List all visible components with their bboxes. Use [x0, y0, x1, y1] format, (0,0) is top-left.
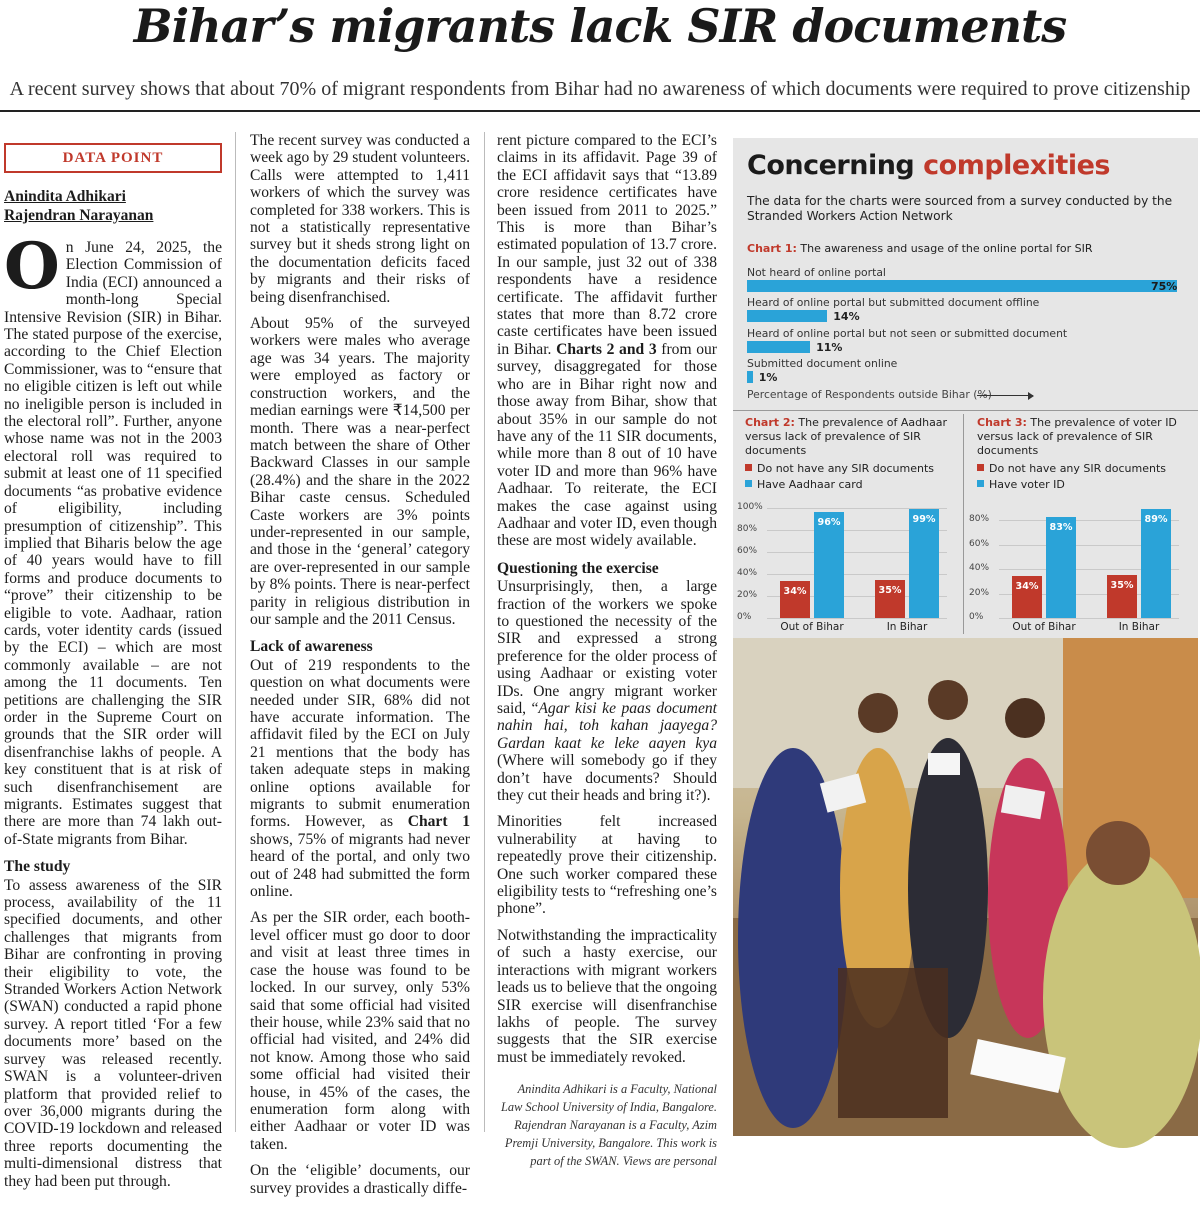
drop-cap: O	[4, 229, 60, 304]
awareness-text-a: Out of 219 respondents to the question on what documents were needed under SIR, 68% did not have accurate information. The affidavit filed by the ECI on July 21 mentions that the body has taken adequate steps in making online options available for migrants to submit enumeration forms. However, as	[250, 656, 470, 831]
y-tick-label: 60%	[737, 546, 758, 556]
chart1-bar	[747, 280, 1177, 292]
chart3-legend-2	[977, 478, 1065, 491]
legend-label: Have Aadhaar card	[757, 478, 863, 491]
chart2-title-text: The prevalence of Aadhaar versus lack of prevalence of SIR documents	[745, 416, 948, 457]
gridline	[999, 618, 1179, 619]
y-tick-label: 80%	[969, 514, 990, 525]
photo-paper	[928, 753, 960, 775]
author-2: Rajendran Narayanan	[4, 207, 154, 224]
chart3-title	[977, 416, 1187, 458]
conclusion-paragraph: Notwithstanding the impracticality of such a hasty exercise, our interactions with migrant workers leads us to believe that the ongoing SIR exercise will disenfranchise lakhs of people. The survey suggests that the SIR exercise must be immediately revoked.	[497, 926, 717, 1066]
bar-value-label: 96%	[817, 517, 841, 529]
chart1-title	[747, 242, 1093, 255]
survey-paragraph: The recent survey was conducted a week ago by 29 student volunteers. Calls were attempted to 1,411 workers of which the survey was completed for 338 workers. This is not a statistically representative survey but it sheds strong light on the documentation deficits faced by migrants and their risks of being disenfranchised.	[250, 132, 470, 306]
chart-bar	[1141, 509, 1171, 618]
byline	[4, 187, 222, 225]
chart1-category-label: Submitted document online	[747, 357, 898, 370]
x-category-label: In Bihar	[1118, 621, 1160, 633]
x-category-label: Out of Bihar	[1012, 621, 1076, 633]
bar-value-label: 35%	[1110, 580, 1134, 592]
column-1	[4, 132, 222, 1199]
affidavit-text-a: rent picture compared to the ECI’s claims in its affidavit. Page 39 of the ECI affidavit says that “13.89 crore residence certificates have been issued from 2011 to 2025.” This is more than Bihar’s estimated population of 13.7 crore. In our sample, just 32 out of 338 respondents have a residence certificate. The affidavit further states that more than 8.72 crore caste certificates have been issued in Bihar.	[497, 132, 717, 358]
quote-text-a: Unsurprisingly, then, a large fraction of the workers we spoke to questioned the necessity of the SIR and expressed a strong preference for the older process of using Aadhaar or existing voter IDs. One angry migrant worker said, “	[497, 578, 717, 717]
title-part-a: Concerning	[747, 150, 924, 181]
chart3-plot	[969, 508, 1179, 633]
headline: Bihar’s migrants lack SIR documents	[133, 0, 1067, 53]
chart1-title-text: The awareness and usage of the online portal for SIR	[800, 242, 1093, 255]
deck: A recent survey shows that about 70% of migrant respondents from Bihar had no awareness of which documents were required to prove citizenship	[9, 78, 1191, 100]
infographic	[733, 138, 1198, 1136]
author-1: Anindita Adhikari	[4, 188, 126, 205]
photo-head	[928, 680, 968, 720]
eligible-docs-paragraph: On the ‘eligible’ documents, our survey provides a drastically diffe-	[250, 1162, 470, 1197]
y-tick-label: 0%	[969, 612, 984, 622]
legend-swatch	[977, 480, 984, 487]
intro-paragraph	[4, 229, 222, 848]
chart-bar	[909, 509, 939, 618]
chart-vertical-divider	[963, 414, 964, 634]
chart1-category-label: Not heard of online portal	[747, 266, 886, 279]
awareness-text-b: shows, 75% of migrants had never heard of the portal, and only two out of 248 had submitted the form online.	[250, 830, 470, 901]
chart1-ref: Chart 1	[407, 813, 470, 831]
data-point-label: DATA POINT	[4, 143, 222, 173]
legend-swatch	[977, 464, 984, 471]
y-tick-label: 0%	[737, 612, 752, 622]
y-tick-label: 100%	[737, 502, 763, 512]
y-tick-label: 40%	[969, 563, 990, 574]
chart1-axis-label: Percentage of Respondents outside Bihar (%)	[747, 388, 992, 401]
axis-arrow-icon	[977, 395, 1033, 396]
photo-figure	[1043, 848, 1200, 1148]
subhead-questioning: Questioning the exercise	[497, 559, 659, 577]
title-part-b: complexities	[923, 150, 1110, 181]
bar-value-label: 99%	[912, 514, 936, 526]
infographic-source-note: The data for the charts were sourced from a survey conducted by the Stranded Workers Action Network	[747, 194, 1173, 223]
affidavit-paragraph	[497, 132, 717, 550]
photo-chair	[838, 968, 948, 1118]
column-divider	[484, 132, 485, 1132]
chart1-bar	[747, 341, 810, 353]
chart1-value-label: 11%	[816, 341, 843, 354]
photo-illustration	[733, 638, 1198, 1136]
chart3-legend-1	[977, 462, 1166, 475]
x-category-label: In Bihar	[886, 621, 928, 633]
quote-hindi: Agar kisi ke paas document nahin hai, toh kahan jaayega? Gardan kaat ke leke aayen kya	[497, 700, 717, 752]
legend-label: Do not have any SIR documents	[757, 462, 935, 475]
chart2-legend-1	[745, 462, 934, 475]
chart2-title	[745, 416, 955, 458]
top-rule	[0, 110, 1200, 112]
bar-value-label: 34%	[1015, 581, 1039, 593]
photo-head	[858, 693, 898, 733]
y-tick-label: 80%	[737, 524, 758, 534]
chart-divider	[733, 410, 1198, 411]
study-paragraph: To assess awareness of the SIR process, availability of the 11 specified documents, and other challenges that migrants from Bihar are confronting in proving their eligibility to vote, the Stranded Workers Action Network (SWAN) conducted a rapid phone survey. A report titled ‘For a few documents more’ based on the survey was released recently. SWAN is a volunteer-driven platform that provided relief to over 36,000 migrants during the COVID-19 lockdown and released three reports documenting the multi-dimensional distress that they had been put through.	[4, 876, 222, 1190]
y-tick-label: 40%	[737, 568, 758, 578]
y-tick-label: 60%	[969, 538, 990, 549]
y-tick-label: 20%	[737, 590, 758, 600]
bar-value-label: 89%	[1144, 514, 1168, 526]
author-tagline: Anindita Adhikari is a Faculty, National Law School University of India, Bangalore. Rajendran Narayanan is a Faculty, Azim Premji University, Bangalore. This work is part of the SWAN. Views are personal	[500, 1082, 717, 1169]
chart2-plot	[737, 502, 947, 633]
column-divider	[235, 132, 236, 1132]
chart2-legend-2	[745, 478, 863, 491]
legend-swatch	[745, 464, 752, 471]
chart3-prefix: Chart 3:	[977, 416, 1027, 429]
column-3	[497, 132, 717, 1170]
quote-paragraph	[497, 578, 717, 804]
blo-paragraph: As per the SIR order, each booth-level officer must go door to door and visit at least three times in case the house was found to be locked. In our survey, only 53% said that some official had visited their house, while 23% said that no official had visited, and 24% did not know. Among those who said some official had visited their house, in 45% of the cases, the enumeration form along with either Aadhaar or voter ID was taken.	[250, 909, 470, 1153]
x-category-label: Out of Bihar	[780, 621, 844, 633]
bar-value-label: 83%	[1049, 521, 1073, 533]
legend-swatch	[745, 480, 752, 487]
bar-value-label: 35%	[878, 584, 902, 596]
photo-head	[1086, 821, 1150, 885]
demographics-paragraph: About 95% of the surveyed workers were males who average age was 34 years. The majority were employed as factory or construction workers, and the median earnings were ₹14,500 per month. There was a near-perfect match between the share of Other Backward Classes in our sample (28.4%) and the share in the 2022 Bihar caste census. Scheduled Caste workers are 3% points under-represented in our sample, and those in the ‘general’ category are over-represented in our sample by 8% points. There is near-perfect parity in religious distribution in our sample and the 2011 Census.	[250, 315, 470, 628]
chart1-bar	[747, 371, 753, 383]
chart3-title-text: The prevalence of voter ID versus lack of prevalence of SIR documents	[977, 416, 1177, 457]
subhead-study: The study	[4, 858, 71, 876]
chart1-value-label: 14%	[833, 310, 860, 323]
y-tick-label: 20%	[969, 587, 990, 598]
photo-head	[1005, 698, 1045, 738]
legend-label: Have voter ID	[989, 478, 1065, 491]
affidavit-text-b: from our survey, disaggregated for those who are in Bihar right now and those away from Bihar, show that about 35% in our sample do not have any of the 11 SIR documents, while more than 8 out of 10 have voter ID and more than 96% have Aadhaar. To reiterate, the ECI makes the case against using Aadhaar and voter ID, even though these are most widely available.	[497, 340, 717, 550]
awareness-paragraph	[250, 657, 470, 901]
minorities-paragraph: Minorities felt increased vulnerability at having to repeatedly prove their citizenship. One such worker compared these eligibility tests to “refreshing one’s phone”.	[497, 813, 717, 918]
quote-text-b: (Where will somebody go if they don’t have documents? Should they cut their heads and bring it?).	[497, 752, 717, 805]
bar-value-label: 34%	[783, 585, 807, 597]
infographic-title	[747, 150, 1110, 181]
column-2	[250, 132, 470, 1206]
photo-migrant-workers	[733, 638, 1198, 1136]
subhead-lack-of-awareness: Lack of awareness	[250, 638, 373, 656]
gridline	[767, 618, 947, 619]
chart2-prefix: Chart 2:	[745, 416, 795, 429]
chart1-bar	[747, 310, 827, 322]
chart1-value-label: 1%	[758, 371, 778, 384]
chart1-category-label: Heard of online portal but not seen or submitted document	[747, 327, 1068, 340]
charts23-ref: Charts 2 and 3	[556, 340, 657, 358]
legend-label: Do not have any SIR documents	[989, 462, 1167, 475]
chart1-category-label: Heard of online portal but submitted document offline	[747, 296, 1040, 309]
chart1-prefix: Chart 1:	[747, 242, 797, 255]
intro-text: n June 24, 2025, the Election Commission of India (ECI) announced a month-long Special Intensive Revision (SIR) in Bihar. The stated purpose of the exercise, according to the Chief Election Commissioner, was to “ensure that no eligible citizen is left out while no ineligible person is included in the electoral roll”. Further, anyone whose name was not in the 2003 electoral roll was required to submit at least one of 11 specified documents “as probative evidence of eligibility, including presumption of citizenship”. This implied that Biharis below the age of 40 years would have to fill forms and produce documents to “prove” their citizenship to be eligible to vote. Aadhaar, ration cards, voter identity cards (issued by the ECI) – which are most commonly available – are not among the 11 documents. Ten petitions are challenging the SIR order in the Supreme Court on grounds that the SIR order will disenfranchise lakhs of people. A key constituent that is at risk of such disenfranchisement are migrants. Estimates suggest that there are more than 74 lakh out-of-State migrants from Bihar.	[4, 239, 222, 848]
chart1-value-label: 75%	[1151, 280, 1178, 293]
